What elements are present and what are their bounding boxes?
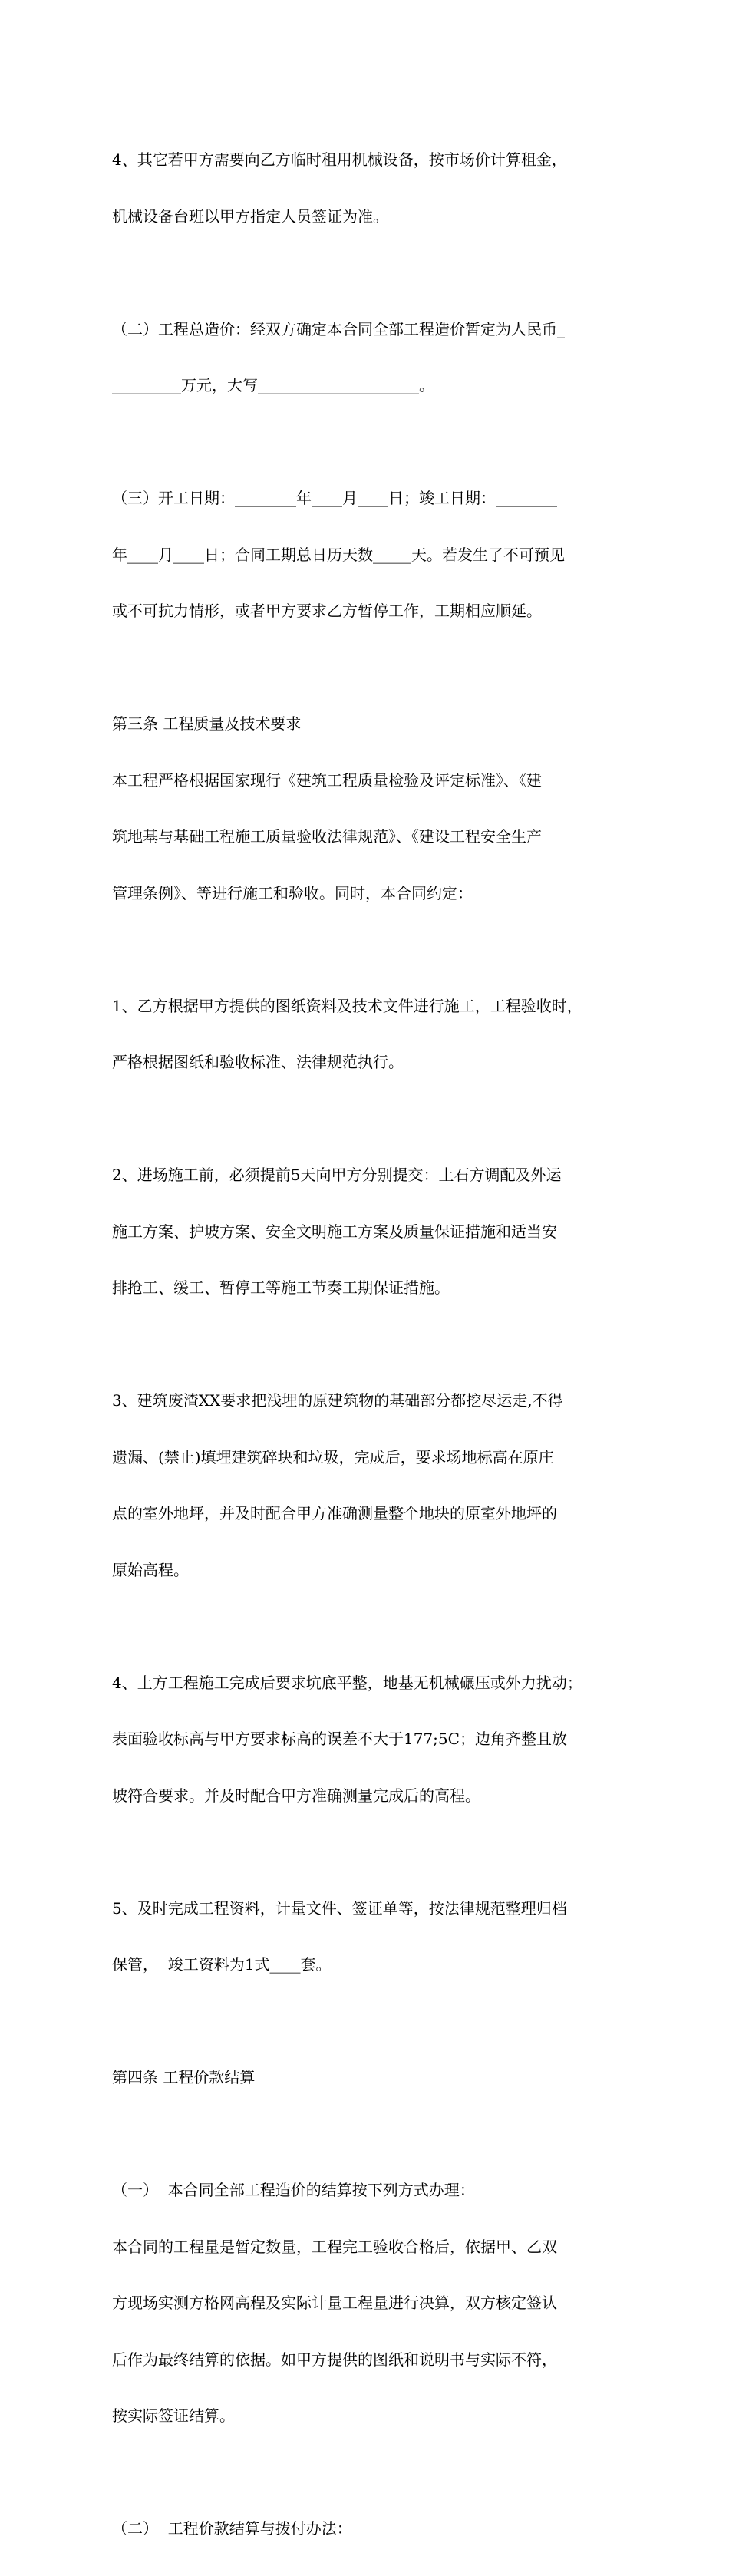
text-line: 严格根据图纸和验收标准、法律规范执行。 xyxy=(112,1053,404,1071)
text-line: _________万元，大写_____________________。 xyxy=(112,376,434,394)
text-line: （三）开工日期：________年____月____日；竣工日期：________ xyxy=(112,489,557,507)
text-line: 4、其它若甲方需要向乙方临时租用机械设备，按市场价计算租金， xyxy=(112,150,567,169)
section-heading: 第四条 工程价款结算 xyxy=(112,2068,256,2086)
text-line: 原始高程。 xyxy=(112,1560,189,1579)
text-line: 或不可抗力情形，或者甲方要求乙方暂停工作，工期相应顺延。 xyxy=(112,602,542,620)
paragraph-item-3 xyxy=(112,1354,634,1617)
text-line: 3、建筑废渣XX要求把浅埋的原建筑物的基础部分都挖尽运走,不得 xyxy=(112,1391,563,1410)
text-line: 方现场实测方格网高程及实际计量工程量进行决算，双方核定签认 xyxy=(112,2294,557,2312)
document-body xyxy=(112,113,634,2576)
text-line: 后作为最终结算的依据。如甲方提供的图纸和说明书与实际不符， xyxy=(112,2350,557,2369)
section-heading: 第三条 工程质量及技术要求 xyxy=(112,714,302,733)
paragraph-total-cost xyxy=(112,282,634,433)
text-line: 本合同的工程量是暂定数量，工程完工验收合格后，依据甲、乙双 xyxy=(112,2237,557,2256)
paragraph-article-3 xyxy=(112,677,634,940)
text-line: 年____月____日；合同工期总日历天数_____天。若发生了不可预见 xyxy=(112,545,565,564)
paragraph-article-4-heading xyxy=(112,2030,634,2125)
text-line: 管理条例》、等进行施工和验收。同时，本合同约定： xyxy=(112,883,473,902)
paragraph-rental-equipment xyxy=(112,113,634,263)
text-line: 保管， 竣工资料为1式____套。 xyxy=(112,1955,332,1974)
text-line: 点的室外地坪，并及时配合甲方准确测量整个地块的原室外地坪的 xyxy=(112,1504,557,1522)
paragraph-settlement-method xyxy=(112,2143,634,2463)
text-line: （一） 本合同全部工程造价的结算按下列方式办理： xyxy=(112,2181,475,2199)
text-line: 按实际签证结算。 xyxy=(112,2406,235,2425)
text-line: 坡符合要求。并及时配合甲方准确测量完成后的高程。 xyxy=(112,1786,480,1805)
paragraph-item-5 xyxy=(112,1862,634,2012)
text-line: 遗漏、(禁止)填埋建筑碎块和垃圾，完成后，要求场地标高在原庄 xyxy=(112,1447,554,1466)
text-line: 1、乙方根据甲方提供的图纸资料及技术文件进行施工，工程验收时， xyxy=(112,996,582,1015)
text-line: 5、及时完成工程资料，计量文件、签证单等，按法律规范整理归档 xyxy=(112,1898,567,1918)
paragraph-item-1 xyxy=(112,959,634,1110)
paragraph-payment-method xyxy=(112,2482,634,2576)
text-line: 筑地基与基础工程施工质量验收法律规范》、《建设工程安全生产 xyxy=(112,827,542,846)
text-line: （二）工程总造价：经双方确定本合同全部工程造价暂定为人民币_ xyxy=(112,319,565,338)
text-line: 2、进场施工前，必须提前5天向甲方分别提交：土石方调配及外运 xyxy=(112,1166,562,1184)
text-line: （二） 工程价款结算与拨付办法： xyxy=(112,2519,352,2538)
text-line: 4、土方工程施工完成后要求坑底平整，地基无机械碾压或外力扰动； xyxy=(112,1673,582,1692)
text-line: 施工方案、护坡方案、安全文明施工方案及质量保证措施和适当安 xyxy=(112,1222,557,1241)
text-line: 表面验收标高与甲方要求标高的误差不大于177;5C；边角齐整且放 xyxy=(112,1730,567,1748)
paragraph-schedule xyxy=(112,451,634,658)
paragraph-item-4 xyxy=(112,1636,634,1843)
paragraph-item-2 xyxy=(112,1128,634,1335)
text-line: 排抢工、缓工、暂停工等施工节奏工期保证措施。 xyxy=(112,1278,450,1297)
text-line: 机械设备台班以甲方指定人员签证为准。 xyxy=(112,206,388,226)
text-line: 本工程严格根据国家现行《建筑工程质量检验及评定标准》、《建 xyxy=(112,770,542,790)
